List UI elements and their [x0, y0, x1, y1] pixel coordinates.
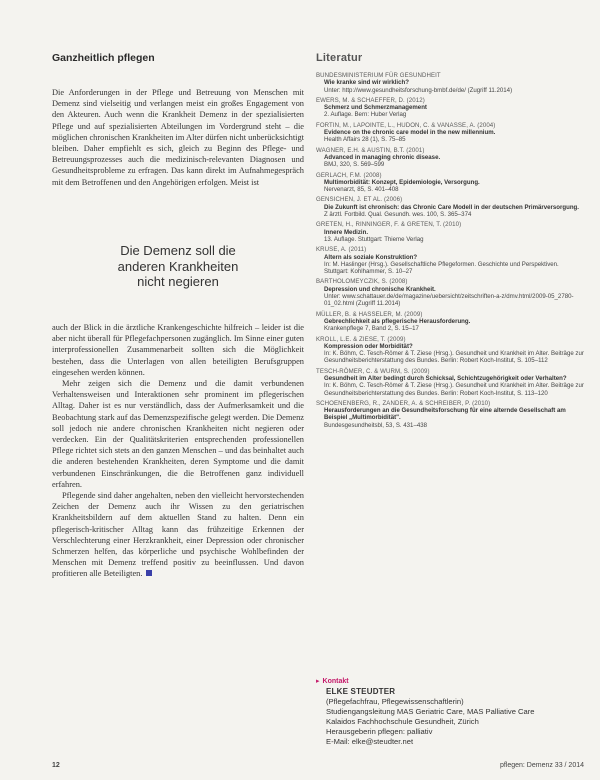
pull-quote — [52, 243, 304, 305]
reference-title: Altern als soziale Konstruktion? — [324, 253, 418, 261]
reference-item — [316, 97, 584, 119]
reference-title: Herausforderungen an die Gesundheitsforschung für eine alternde Gesellschaft am Beispiel „Multimorbidität". — [324, 407, 566, 422]
reference-source: 2. Auflage. Bern: Huber Verlag — [324, 111, 407, 119]
reference-item — [316, 246, 584, 275]
reference-title: Kompression oder Morbidität? — [324, 342, 413, 350]
contact-line: Kalaidos Fachhochschule Gesundheit, Zürich — [326, 717, 479, 726]
reference-title: Gesundheit im Alter bedingt durch Schicksal, Schichtzugehörigkeit oder Verhalten? — [324, 374, 567, 382]
reference-title: Evidence on the chronic care model in the new millennium. — [324, 129, 496, 137]
contact-box — [316, 676, 584, 747]
contact-header — [316, 676, 584, 687]
reference-authors: GRETEN, H., RINNINGER, F. & GRETEN, T. (2010) — [316, 221, 462, 229]
contact-email: E-Mail: elke@steudter.net — [326, 737, 414, 746]
contact-bullet-icon: ▸ — [316, 678, 320, 685]
reference-source: BMJ, 320, S. 569–599 — [324, 161, 385, 169]
page-number: 12 — [52, 762, 60, 769]
reference-source: Health Affairs 28 (1), S. 75–85 — [324, 136, 406, 144]
reference-title: Wie kranke sind wir wirklich? — [324, 79, 409, 87]
reference-source: In: K. Böhm, C. Tesch-Römer & T. Ziese (Hrsg.). Gesundheit und Krankheit im Alter. Beiträge zur Gesundheitsberichterstattung des Bundes. Berlin: Robert Koch-Institut, S. 113–120 — [324, 382, 584, 397]
paragraph-4 — [52, 490, 304, 580]
contact-name: ELKE STEUDTER — [326, 687, 396, 696]
contact-line: Herausgeberin pflegen: palliativ — [326, 727, 433, 736]
paragraph-4-text: Pflegende sind daher angehalten, neben den vielleicht hervorstechenden Zeichen der Demenz auch ihr Wissen zu den geriatrischen Krankheitsbildern auf dem aktuellen Stand zu halten. Denn ein pflegerisch-kritischer Alltag kann das frühzeitige Erkennen der Verschlechterung einer Herzkrankheit, einer Depression oder chronischer Schmerzen helfen, das körperliche und psychische Wohlbefinden der Menschen mit Demenz treffend positiv zu beeinflussen. Und davon profitieren alle Beteiligten. — [52, 491, 304, 579]
reference-authors: TESCH-RÖMER, C. & WURM, S. (2009) — [316, 367, 430, 375]
reference-source: In: M. Haslinger (Hrsg.). Gesellschaftliche Pflegeformen. Geschichte und Perspektiven. Stuttgart: Kohlhammer, S. 10–27 — [324, 260, 559, 276]
reference-source: 13. Auflage. Stuttgart: Thieme Verlag — [324, 235, 424, 243]
end-of-article-square-icon — [146, 570, 152, 576]
reference-source: Unter: www.schattauer.de/de/magazine/uebersicht/zeitschriften-a-z/dmv.html/2009-05_2780-01_02.html (Zugriff 11.2014) — [324, 293, 574, 308]
contact-line: (Pflegefachfrau, Pflegewissenschaftlerin) — [326, 697, 464, 706]
reference-item — [316, 336, 584, 365]
reference-title: Schmerz und Schmerzmanagement — [324, 104, 427, 112]
reference-item — [316, 196, 584, 218]
reference-title: Depression und chronische Krankheit. — [324, 285, 436, 293]
pull-quote-line-1: Die Demenz soll die — [120, 243, 236, 258]
reference-authors: SCHOENENBERG, R., ZANDER, A. & SCHREIBER, P. (2010) — [316, 399, 491, 407]
reference-source: Nervenarzt, 85, S. 401–408 — [324, 186, 399, 194]
article-lower-text — [52, 322, 304, 580]
contact-label: Kontakt — [322, 678, 349, 685]
reference-title: Gebrechlichkeit als pflegerische Herausforderung. — [324, 317, 471, 325]
reference-authors: EWERS, M. & SCHAEFFER, D. (2012) — [316, 96, 425, 104]
pull-quote-line-3: nicht negieren — [137, 274, 219, 289]
reference-item — [316, 72, 584, 94]
reference-authors: BARTHOLOMEYCZIK, S. (2008) — [316, 278, 408, 286]
reference-item — [316, 311, 584, 333]
contact-line: Studiengangsleitung MAS Geriatric Care, MAS Palliative Care — [326, 707, 535, 716]
literature-heading: Literatur — [316, 52, 363, 64]
reference-list — [316, 72, 584, 429]
reference-item — [316, 122, 584, 144]
reference-item — [316, 400, 584, 429]
journal-name: pflegen: Demenz 33 / 2014 — [499, 762, 584, 769]
reference-item — [316, 368, 584, 397]
literature-column — [316, 52, 584, 432]
reference-title: Innere Medizin. — [324, 228, 369, 236]
reference-source: Krankenpflege 7, Band 2, S. 15–17 — [324, 325, 419, 333]
reference-authors: GENSICHEN, J. ET AL. (2006) — [316, 196, 403, 204]
reference-authors: BUNDESMINISTERIUM FÜR GESUNDHEIT — [316, 72, 441, 79]
reference-authors: GERLACH, F.M. (2008) — [316, 171, 382, 179]
reference-item — [316, 172, 584, 194]
reference-authors: FORTIN, M., LAPOINTE, L., HUDON, C. & VANASSE, A. (2004) — [316, 121, 496, 129]
reference-item — [316, 278, 584, 307]
reference-authors: MÜLLER, B. & HASSELER, M. (2009) — [316, 310, 423, 318]
main-article-column — [52, 52, 304, 76]
reference-title: Die Zukunft ist chronisch: das Chronic Care Modell in der deutschen Primärversorgung. — [324, 203, 579, 211]
reference-source: In: K. Böhm, C. Tesch-Römer & T. Ziese (Hrsg.). Gesundheit und Krankheit im Alter. Beiträge zur Gesundheitsberichterstattung des Bundes. Berlin: Robert Koch-Institut, S. 105–112 — [324, 350, 584, 365]
reference-source: Unter: http://www.gesundheitsforschung-bmbf.de/de/ (Zugriff 11.2014) — [324, 86, 513, 94]
reference-authors: KROLL, L.E. & ZIESE, T. (2009) — [316, 335, 406, 343]
reference-authors: WAGNER, E.H. & AUSTIN, B.T. (2001) — [316, 146, 425, 154]
reference-title: Multimorbidität: Konzept, Epidemiologie, Versorgung. — [324, 178, 480, 186]
article-upper-text — [52, 87, 304, 188]
pull-quote-line-2: anderen Krankheiten — [117, 258, 239, 274]
section-heading: Ganzheitlich pflegen — [52, 52, 155, 64]
reference-item — [316, 221, 584, 243]
reference-source: Bundesgesundheitsbl, 53, S. 431–438 — [324, 421, 427, 429]
paragraph-1: Die Anforderungen in der Pflege und Betreuung von Menschen mit Demenz sind vielseitig und verlangen meist ein großes Engagement von den Akteuren. Auch wenn die Krankheit Demenz in der spezialisierten Pflege und auf spezialisierten Abteilungen im Vordergrund steht – die möglichen chronischen Krankheiten im Alter dürfen nicht unberücksichtigt bleiben. Daher empfiehlt es sich, gleich zu Beginn des Pflege- und Betreuungsprozesses auch die medizinisch-relevanten Diagnosen und Gesundheitsprobleme zu erfragen. Das kann direkt im Aufnahmegespräch mit dem Betroffenen und den Angehörigen erfolgen. Meist ist — [52, 88, 304, 187]
paragraph-3: Mehr zeigen sich die Demenz und die damit verbundenen Verhaltensweisen und Interaktionen sehr prominent im pflegerischen Alltag. Daher ist es nur verständlich, dass der Aufmerksamkeit und die Beobachtung stark auf das Demenzspezifische gelegt werden. Die Demenz soll jedoch nie andere chronischen Krankheiten nicht negieren oder verdecken. Ein der Qualitätskriterien entsprechenden professionellen Pflege richtet sich stets an den ganzen Menschen – und das beinhaltet auch die anderen bestehenden Krankheiten, deren Symptome und die damit verbundenen Einschränkungen, die die Betroffenen ganz individuell erfahren. — [52, 379, 304, 489]
paragraph-2: auch der Blick in die ärztliche Krankengeschichte hilfreich – leider ist die aber nicht überall für Pflegefachpersonen zugänglich. Im Sinne einer guten interprofessionellen Zusammenarbeit sollten sich die Möglichkeit bestehen, dass die Unterlagen von allen beteiligten Berufsgruppen eingesehen werden können. — [52, 323, 304, 377]
reference-source: Z ärztl. Fortbild. Qual. Gesundh. wes. 100, S. 365–374 — [324, 211, 472, 219]
reference-item — [316, 147, 584, 169]
reference-title: Advanced in managing chronic disease. — [324, 153, 441, 161]
reference-authors: KRUSE, A. (2011) — [316, 246, 367, 254]
